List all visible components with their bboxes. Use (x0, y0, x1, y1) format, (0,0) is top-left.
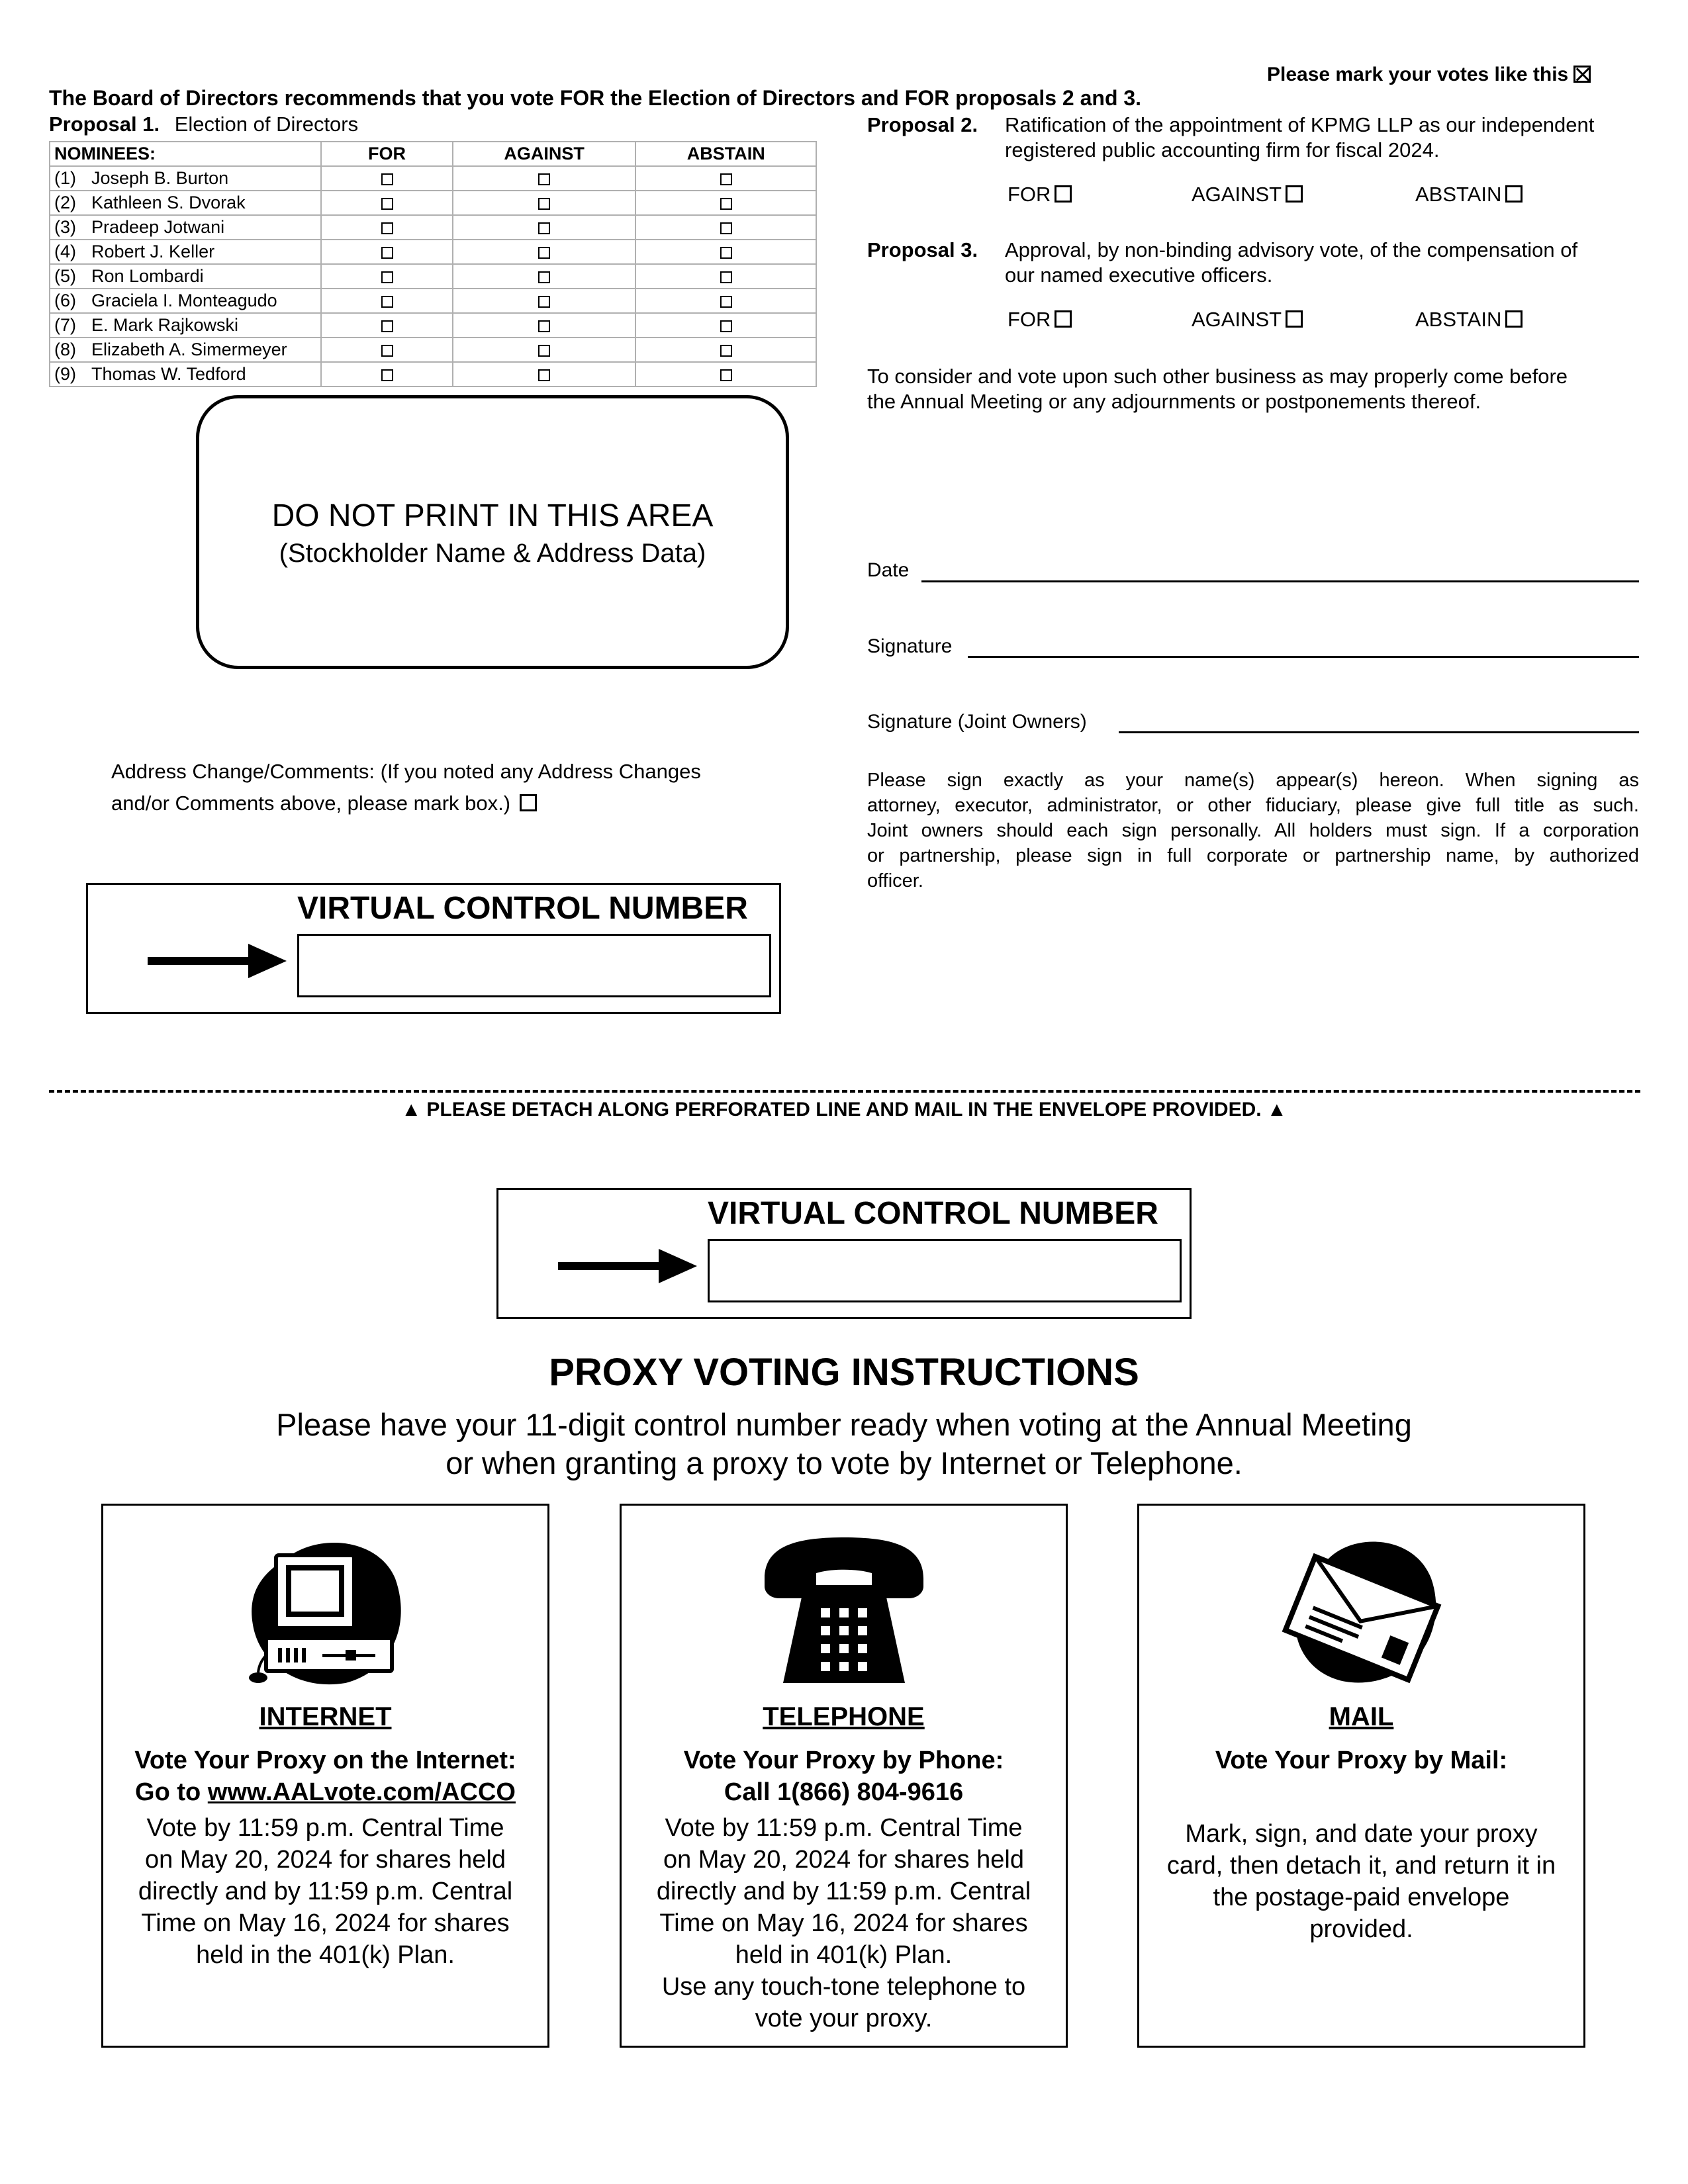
sign-instructions (867, 768, 1639, 893)
nominee-for-cell (321, 215, 453, 240)
nominee-against-checkbox[interactable] (538, 369, 550, 381)
nominee-against-checkbox[interactable] (538, 198, 550, 210)
nominee-abstain-cell (635, 289, 816, 313)
mail-body-line: the postage-paid envelope (1213, 1884, 1510, 1911)
nominee-abstain-cell (635, 264, 816, 289)
nominee-for-checkbox[interactable] (381, 271, 393, 283)
proposal2-against-checkbox[interactable] (1286, 185, 1303, 203)
nominee-name: Kathleen S. Dvorak (91, 193, 246, 212)
computer-icon (240, 1532, 412, 1691)
nominee-against-checkbox[interactable] (538, 222, 550, 234)
telephone-body-line: vote your proxy. (755, 2005, 933, 2032)
virtual-control-number-title-top: VIRTUAL CONTROL NUMBER (297, 891, 748, 926)
telephone-method-body (628, 1812, 1059, 2034)
nominee-against-checkbox[interactable] (538, 247, 550, 259)
nominees-table (49, 141, 817, 387)
proposal2-for-label: FOR (1008, 183, 1051, 206)
nominee-against-cell (453, 289, 636, 313)
nominee-against-cell (453, 313, 636, 338)
virtual-control-number-title-bottom: VIRTUAL CONTROL NUMBER (708, 1196, 1158, 1231)
virtual-control-number-field-bottom[interactable] (708, 1239, 1182, 1302)
internet-method-box (101, 1504, 549, 2048)
nominee-for-checkbox[interactable] (381, 222, 393, 234)
proposal3-text-line2: our named executive officers. (1005, 263, 1273, 287)
nominee-against-cell (453, 166, 636, 191)
nominee-against-checkbox[interactable] (538, 173, 550, 185)
proposal3-abstain-checkbox[interactable] (1505, 310, 1523, 328)
nominee-name: Thomas W. Tedford (91, 364, 246, 384)
nominee-number: (6) (54, 291, 76, 310)
mail-body-line: Mark, sign, and date your proxy (1185, 1820, 1538, 1848)
mail-method-name: MAIL (1329, 1702, 1394, 1731)
mail-method-heading (1146, 1745, 1577, 1776)
triangle-up-icon: ▲ (401, 1099, 422, 1120)
nominee-cell (50, 338, 321, 362)
nominee-abstain-checkbox[interactable] (720, 345, 732, 357)
detach-text: PLEASE DETACH ALONG PERFORATED LINE AND MAIL IN THE ENVELOPE PROVIDED. (426, 1099, 1262, 1120)
nominee-cell (50, 215, 321, 240)
nominee-for-cell (321, 362, 453, 387)
proxy-instructions-subtitle-line2: or when granting a proxy to vote by Internet or Telephone. (445, 1445, 1243, 1480)
mail-heading-line1: Vote Your Proxy by Mail: (1215, 1747, 1508, 1774)
nominee-for-checkbox[interactable] (381, 247, 393, 259)
virtual-control-number-panel-top (86, 883, 781, 1014)
nominee-name: E. Mark Rajkowski (91, 315, 239, 335)
other-business (867, 364, 1646, 414)
nominee-against-cell (453, 191, 636, 215)
nominee-abstain-cell (635, 313, 816, 338)
nominee-name: Robert J. Keller (91, 242, 215, 261)
proxy-instructions-subtitle (0, 1406, 1688, 1482)
telephone-body-line: Use any touch-tone telephone to (661, 1973, 1026, 2001)
proposal3-against-checkbox[interactable] (1286, 310, 1303, 328)
internet-body-line: held in the 401(k) Plan. (196, 1941, 455, 1969)
internet-body-line: Time on May 16, 2024 for shares (141, 1909, 510, 1937)
telephone-method-heading (628, 1745, 1059, 1808)
internet-body-line: Vote by 11:59 p.m. Central Time (146, 1814, 504, 1842)
proposal2-abstain-option[interactable] (1415, 183, 1523, 206)
nominee-name: Graciela I. Monteagudo (91, 291, 277, 310)
nominee-abstain-cell (635, 362, 816, 387)
telephone-body-line: Vote by 11:59 p.m. Central Time (665, 1814, 1023, 1842)
nominee-cell (50, 191, 321, 215)
nominee-against-cell (453, 264, 636, 289)
address-change-line2: and/or Comments above, please mark box.) (111, 792, 511, 815)
mark-instruction-text: Please mark your votes like this (1267, 64, 1569, 85)
triangle-up-icon: ▲ (1266, 1099, 1287, 1120)
nominee-against-checkbox[interactable] (538, 296, 550, 308)
proposal1-heading (49, 113, 358, 136)
nominee-row (50, 313, 816, 338)
sign-instructions-line1: Please sign exactly as your name(s) appear(s) hereon. When signing as (867, 770, 1639, 791)
proposal2-text-line1: Ratification of the appointment of KPMG LLP as our independent (1005, 113, 1595, 136)
proposal3-abstain-option[interactable] (1415, 308, 1523, 332)
nominee-name: Ron Lombardi (91, 266, 204, 286)
telephone-icon (758, 1532, 930, 1691)
proposal2-label: Proposal 2. (867, 113, 978, 136)
proposal3-for-option[interactable] (1008, 308, 1072, 332)
date-label: Date (867, 559, 910, 581)
telephone-body-line: directly and by 11:59 p.m. Central (656, 1878, 1031, 1905)
nominee-against-cell (453, 362, 636, 387)
telephone-heading-line1: Vote Your Proxy by Phone: (683, 1747, 1004, 1774)
internet-body-line: directly and by 11:59 p.m. Central (138, 1878, 513, 1905)
nominee-for-checkbox[interactable] (381, 296, 393, 308)
nominee-abstain-cell (635, 338, 816, 362)
proposal3-label: Proposal 3. (867, 238, 978, 261)
internet-body-line: on May 20, 2024 for shares held (144, 1846, 506, 1874)
nominee-for-checkbox[interactable] (381, 198, 393, 210)
nominee-cell (50, 240, 321, 264)
nominee-number: (8) (54, 340, 76, 359)
joint-signature-label: Signature (Joint Owners) (867, 711, 1087, 733)
against-col-header: AGAINST (453, 142, 636, 166)
sign-instructions-line3: Joint owners should each sign personally. All holders must sign. If a corporation (867, 820, 1639, 841)
internet-heading-line1: Vote Your Proxy on the Internet: (134, 1747, 516, 1774)
nominee-cell (50, 362, 321, 387)
nominee-abstain-checkbox[interactable] (720, 247, 732, 259)
other-business-line2: the Annual Meeting or any adjournments or postponements thereof. (867, 390, 1481, 413)
nominee-against-cell (453, 240, 636, 264)
proposal2-against-option[interactable] (1192, 183, 1303, 206)
board-recommendation: The Board of Directors recommends that you vote FOR the Election of Directors and FOR proposals 2 and 3. (49, 86, 1142, 110)
proposal1-label: Proposal 1. (49, 113, 160, 136)
nominee-for-cell (321, 166, 453, 191)
signature-label: Signature (867, 635, 953, 657)
proposal2-for-checkbox[interactable] (1055, 185, 1072, 203)
virtual-control-number-panel-bottom (496, 1188, 1192, 1319)
proposal2-abstain-checkbox[interactable] (1505, 185, 1523, 203)
proposal1-title: Election of Directors (174, 113, 359, 136)
nominee-for-cell (321, 289, 453, 313)
nominee-for-checkbox[interactable] (381, 320, 393, 332)
proposal3-text-line1: Approval, by non-binding advisory vote, of the compensation of (1005, 238, 1578, 261)
nominee-row (50, 215, 816, 240)
proxy-instructions-subtitle-line1: Please have your 11-digit control number ready when voting at the Annual Meeting (276, 1407, 1412, 1442)
nominee-cell (50, 264, 321, 289)
sign-instructions-line5: officer. (867, 870, 923, 891)
nominee-number: (7) (54, 315, 76, 335)
internet-method-heading (110, 1745, 541, 1808)
do-not-print-area (196, 395, 789, 669)
nominee-name: Joseph B. Burton (91, 168, 229, 188)
nominee-row (50, 362, 816, 387)
telephone-number[interactable]: Call 1(866) 804-9616 (724, 1778, 964, 1806)
do-not-print-title: DO NOT PRINT IN THIS AREA (271, 498, 714, 533)
nominee-number: (3) (54, 217, 76, 237)
nominee-cell (50, 313, 321, 338)
nominee-number: (4) (54, 242, 76, 261)
proposal3-against-label: AGAINST (1192, 308, 1282, 331)
envelope-icon (1276, 1532, 1448, 1691)
nominee-abstain-checkbox[interactable] (720, 320, 732, 332)
proposal3-against-option[interactable] (1192, 308, 1303, 332)
nominee-abstain-checkbox[interactable] (720, 296, 732, 308)
mail-method-box (1137, 1504, 1585, 2048)
abstain-col-header: ABSTAIN (635, 142, 816, 166)
nominee-number: (9) (54, 364, 76, 384)
sign-instructions-line4: or partnership, please sign in full corporate or partnership name, by authorized (867, 845, 1639, 866)
address-change-checkbox[interactable] (520, 794, 537, 811)
nominee-number: (2) (54, 193, 76, 212)
nominee-for-cell (321, 313, 453, 338)
internet-voting-link[interactable]: www.AALvote.com/ACCO (207, 1778, 516, 1806)
telephone-body-line: Time on May 16, 2024 for shares (659, 1909, 1028, 1937)
sign-instructions-line2: attorney, executor, administrator, or other fiduciary, please give full title as such. (867, 795, 1639, 816)
telephone-method-box (620, 1504, 1068, 2048)
nominee-for-checkbox[interactable] (381, 345, 393, 357)
do-not-print-subtitle: (Stockholder Name & Address Data) (279, 539, 706, 568)
proposal3-for-checkbox[interactable] (1055, 310, 1072, 328)
for-col-header: FOR (321, 142, 453, 166)
arrow-right-icon (148, 941, 288, 981)
address-change-line1: Address Change/Comments: (If you noted any Address Changes (111, 760, 701, 783)
nominee-abstain-checkbox[interactable] (720, 271, 732, 283)
nominee-abstain-cell (635, 215, 816, 240)
proposal3-abstain-label: ABSTAIN (1415, 308, 1502, 331)
nominee-row (50, 264, 816, 289)
proposal3-text (1005, 238, 1640, 288)
nominee-abstain-cell (635, 166, 816, 191)
nominee-for-cell (321, 191, 453, 215)
nominees-header-row (50, 142, 816, 166)
nominee-row (50, 166, 816, 191)
nominee-for-cell (321, 264, 453, 289)
nominee-cell (50, 166, 321, 191)
nominee-for-checkbox[interactable] (381, 173, 393, 185)
arrow-right-icon (558, 1246, 698, 1286)
proposal2-text-line2: registered public accounting firm for fiscal 2024. (1005, 138, 1440, 161)
telephone-method-name: TELEPHONE (763, 1702, 925, 1731)
nominee-against-checkbox[interactable] (538, 320, 550, 332)
nominee-row (50, 338, 816, 362)
date-line[interactable] (921, 580, 1639, 582)
proposal2-text (1005, 113, 1640, 163)
nominee-for-cell (321, 240, 453, 264)
nominee-for-cell (321, 338, 453, 362)
nominee-abstain-checkbox[interactable] (720, 173, 732, 185)
nominee-abstain-checkbox[interactable] (720, 222, 732, 234)
nominee-against-checkbox[interactable] (538, 345, 550, 357)
nominee-for-checkbox[interactable] (381, 369, 393, 381)
signature-line[interactable] (968, 656, 1639, 658)
internet-go-to-label: Go to (135, 1778, 208, 1806)
mail-body-line: provided. (1309, 1915, 1413, 1943)
proposal2-for-option[interactable] (1008, 183, 1072, 206)
internet-method-name: INTERNET (259, 1702, 392, 1731)
nominee-cell (50, 289, 321, 313)
mail-method-body (1146, 1818, 1577, 1945)
perforated-line (49, 1090, 1640, 1093)
nominees-col-header: NOMINEES: (50, 142, 321, 166)
nominee-number: (1) (54, 168, 76, 188)
nominee-against-checkbox[interactable] (538, 271, 550, 283)
nominee-number: (5) (54, 266, 76, 286)
nominee-abstain-checkbox[interactable] (720, 198, 732, 210)
telephone-body-line: held in 401(k) Plan. (735, 1941, 953, 1969)
nominee-abstain-cell (635, 191, 816, 215)
nominee-row (50, 240, 816, 264)
nominee-abstain-checkbox[interactable] (720, 369, 732, 381)
proposal2-abstain-label: ABSTAIN (1415, 183, 1502, 206)
nominee-against-cell (453, 338, 636, 362)
nominee-against-cell (453, 215, 636, 240)
nominee-row (50, 289, 816, 313)
address-change (111, 756, 701, 819)
marked-checkbox-sample-icon (1573, 66, 1591, 83)
nominee-name: Pradeep Jotwani (91, 217, 225, 237)
mail-body-line: card, then detach it, and return it in (1166, 1852, 1556, 1880)
joint-signature-line[interactable] (1119, 731, 1639, 733)
virtual-control-number-field-top[interactable] (297, 934, 771, 997)
nominee-row (50, 191, 816, 215)
nominee-abstain-cell (635, 240, 816, 264)
internet-method-body (110, 1812, 541, 1971)
mark-instruction (1267, 64, 1591, 86)
proxy-instructions-title: PROXY VOTING INSTRUCTIONS (549, 1351, 1139, 1394)
other-business-line1: To consider and vote upon such other business as may properly come before (867, 365, 1568, 388)
nominee-name: Elizabeth A. Simermeyer (91, 340, 287, 359)
telephone-body-line: on May 20, 2024 for shares held (663, 1846, 1024, 1874)
proposal2-against-label: AGAINST (1192, 183, 1282, 206)
proposal3-for-label: FOR (1008, 308, 1051, 331)
detach-instruction (0, 1099, 1688, 1121)
